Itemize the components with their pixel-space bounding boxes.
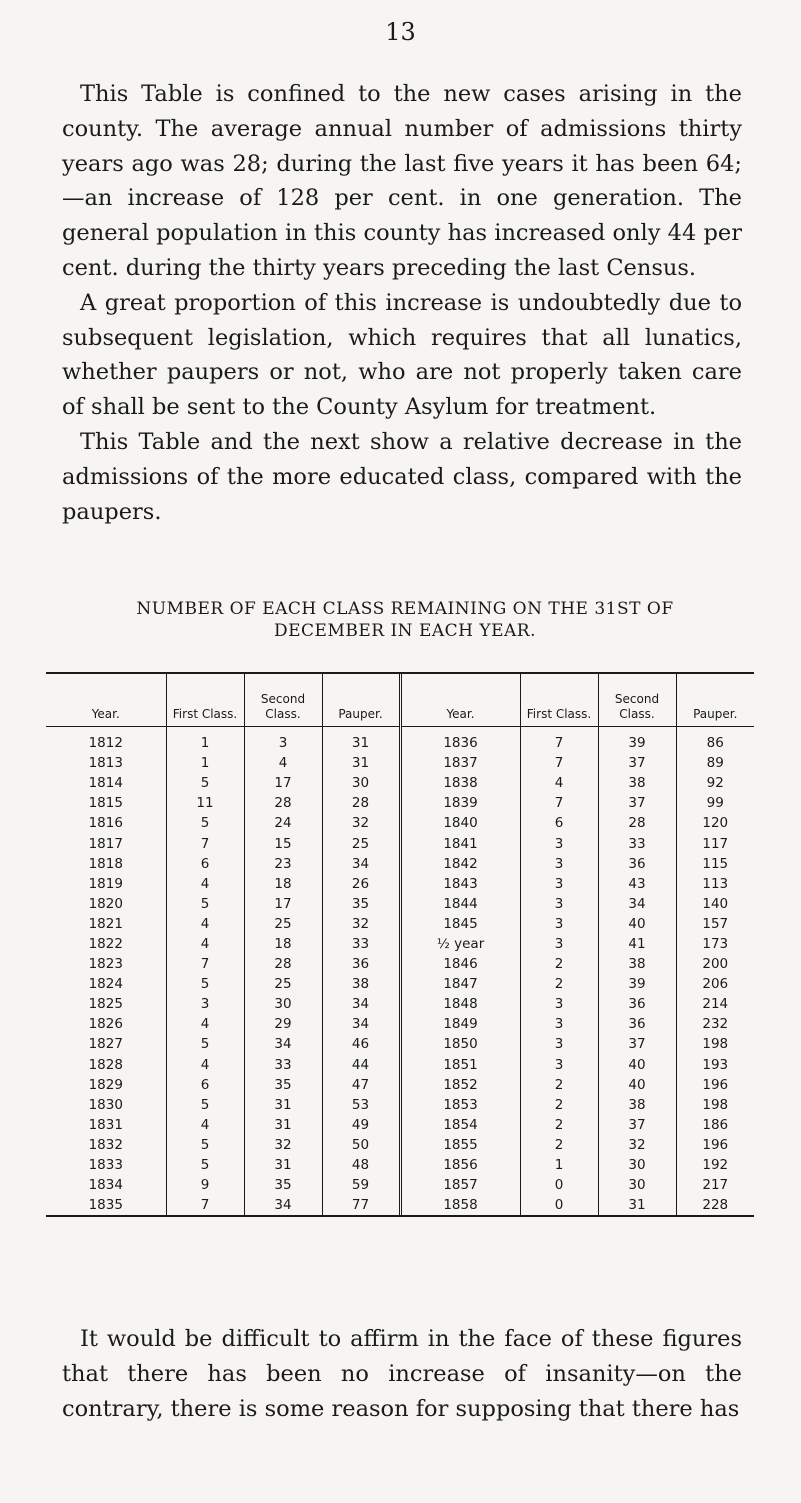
table-cell: 2 xyxy=(520,954,598,974)
paragraph: It would be difficult to affirm in the face of these figures that there has been no increase of insanity—on the contrary, there is some reason for supposing that there has xyxy=(62,1326,742,1422)
table-cell: 232 xyxy=(676,1014,754,1034)
table-cell: 1847 xyxy=(400,974,520,994)
table-cell: 7 xyxy=(166,1195,244,1215)
table-cell: 1844 xyxy=(400,894,520,914)
table-cell: 5 xyxy=(166,813,244,833)
table-row xyxy=(46,1175,754,1195)
admissions-table-wrapper xyxy=(46,672,754,1217)
table-cell: 32 xyxy=(322,813,400,833)
table-cell: 50 xyxy=(322,1135,400,1155)
table-cell: 1841 xyxy=(400,833,520,853)
table-cell: 2 xyxy=(520,1075,598,1095)
table-row xyxy=(46,1155,754,1175)
table-cell: 25 xyxy=(244,974,322,994)
table-cell: 32 xyxy=(598,1135,676,1155)
table-cell: 3 xyxy=(520,934,598,954)
table-cell: 1845 xyxy=(400,914,520,934)
table-row xyxy=(46,773,754,793)
page-number: 13 xyxy=(385,18,416,46)
table-cell: 6 xyxy=(166,1075,244,1095)
table-cell: 1838 xyxy=(400,773,520,793)
table-cell: 36 xyxy=(598,854,676,874)
table-cell: 39 xyxy=(598,727,676,754)
table-cell: 2 xyxy=(520,1095,598,1115)
table-cell: 1849 xyxy=(400,1014,520,1034)
table-cell: 3 xyxy=(520,894,598,914)
table-cell: 18 xyxy=(244,874,322,894)
table-cell: 1829 xyxy=(88,1076,123,1093)
table-cell: 38 xyxy=(598,1095,676,1115)
table-cell: 32 xyxy=(244,1135,322,1155)
table-cell: 3 xyxy=(520,914,598,934)
table-cell: 120 xyxy=(676,813,754,833)
table-cell: 7 xyxy=(166,833,244,853)
table-cell: 3 xyxy=(244,727,322,754)
table-cell: 30 xyxy=(322,773,400,793)
table-cell: 1835 xyxy=(88,1197,123,1214)
table-cell: 5 xyxy=(166,894,244,914)
table-cell: 92 xyxy=(676,773,754,793)
table-row xyxy=(46,833,754,853)
table-cell: 117 xyxy=(676,833,754,853)
table-cell: 28 xyxy=(244,793,322,813)
table-cell: 1839 xyxy=(400,793,520,813)
table-cell: 3 xyxy=(520,1034,598,1054)
table-cell: 33 xyxy=(244,1055,322,1075)
table-row xyxy=(46,1195,754,1215)
intro-text xyxy=(62,77,742,529)
table-cell: 34 xyxy=(244,1195,322,1215)
table-cell: 31 xyxy=(598,1195,676,1215)
table-cell: 1836 xyxy=(400,727,520,754)
paragraph: This Table is confined to the new cases arising in the county. The average annual number of admissions thirty years ago was 28; during the last five years it has been 64;—an increase of 128 per cent. in one generation. The general population in this county has increased only 44 per cent. during the thirty years preceding the last Census. xyxy=(62,81,742,281)
table-cell: 4 xyxy=(244,753,322,773)
table-cell: 196 xyxy=(676,1075,754,1095)
table-cell: 5 xyxy=(166,1034,244,1054)
table-row xyxy=(46,1115,754,1135)
table-cell: 1855 xyxy=(400,1135,520,1155)
table-cell: 115 xyxy=(676,854,754,874)
table-cell: 30 xyxy=(598,1175,676,1195)
table-cell: 1856 xyxy=(400,1155,520,1175)
table-cell: 6 xyxy=(166,854,244,874)
table-cell: 140 xyxy=(676,894,754,914)
table-header-row xyxy=(46,674,754,727)
table-title-line: DECEMBER IN EACH YEAR. xyxy=(274,621,536,641)
table-cell: 59 xyxy=(322,1175,400,1195)
table-cell: 3 xyxy=(520,1055,598,1075)
table-row xyxy=(46,793,754,813)
table-cell: 1853 xyxy=(400,1095,520,1115)
table-cell: 37 xyxy=(598,1115,676,1135)
table-cell: 1833 xyxy=(88,1157,123,1174)
table-cell: 192 xyxy=(676,1155,754,1175)
table-cell: 34 xyxy=(322,1014,400,1034)
table-cell: 99 xyxy=(676,793,754,813)
table-cell: 46 xyxy=(322,1034,400,1054)
table-cell: 31 xyxy=(244,1155,322,1175)
column-header: Second Class. xyxy=(598,674,676,727)
table-cell: 228 xyxy=(676,1195,754,1215)
table-cell: 1840 xyxy=(400,813,520,833)
table-cell: 77 xyxy=(322,1195,400,1215)
table-cell: 1848 xyxy=(400,994,520,1014)
table-cell: 31 xyxy=(322,753,400,773)
table-cell: 1818 xyxy=(88,855,123,872)
table-cell: 4 xyxy=(166,1014,244,1034)
table-row xyxy=(46,1014,754,1034)
table-cell: 1850 xyxy=(400,1034,520,1054)
table-cell: 7 xyxy=(166,954,244,974)
admissions-table xyxy=(46,674,754,1215)
table-cell: 44 xyxy=(322,1055,400,1075)
table-cell: 86 xyxy=(676,727,754,754)
table-cell: 43 xyxy=(598,874,676,894)
table-cell: 1832 xyxy=(88,1136,123,1153)
table-cell: 3 xyxy=(520,994,598,1014)
table-cell: 36 xyxy=(598,994,676,1014)
table-row xyxy=(46,954,754,974)
table-cell: 47 xyxy=(322,1075,400,1095)
table-cell: 1857 xyxy=(400,1175,520,1195)
table-cell: 35 xyxy=(322,894,400,914)
table-cell: 1842 xyxy=(400,854,520,874)
table-cell: 1812 xyxy=(88,735,123,752)
paragraph: A great proportion of this increase is undoubtedly due to subsequent legislation, which requires that all lunatics, whether paupers or not, who are not properly taken care of shall be sent to the County Asylum for treatment. xyxy=(62,289,742,421)
table-cell: 3 xyxy=(520,833,598,853)
table-cell: 34 xyxy=(322,994,400,1014)
table-cell: 6 xyxy=(520,813,598,833)
table-cell: 5 xyxy=(166,1155,244,1175)
table-cell: 2 xyxy=(520,974,598,994)
table-cell: 9 xyxy=(166,1175,244,1195)
table-row xyxy=(46,914,754,934)
table-cell: 2 xyxy=(520,1115,598,1135)
table-cell: 0 xyxy=(520,1175,598,1195)
table-cell: 3 xyxy=(166,994,244,1014)
table-cell: 39 xyxy=(598,974,676,994)
table-cell: 1820 xyxy=(88,895,123,912)
table-cell: 1824 xyxy=(88,976,123,993)
table-cell: 1854 xyxy=(400,1115,520,1135)
table-cell: 37 xyxy=(598,753,676,773)
table-cell: 5 xyxy=(166,773,244,793)
table-cell: 5 xyxy=(166,974,244,994)
table-cell: 5 xyxy=(166,1095,244,1115)
column-header: First Class. xyxy=(520,674,598,727)
table-cell: 1816 xyxy=(88,815,123,832)
table-cell: 28 xyxy=(322,793,400,813)
table-row xyxy=(46,994,754,1014)
table-cell: 24 xyxy=(244,813,322,833)
table-cell: 193 xyxy=(676,1055,754,1075)
table-title xyxy=(60,598,750,642)
table-cell: 1821 xyxy=(88,915,123,932)
table-cell: 23 xyxy=(244,854,322,874)
table-cell: 217 xyxy=(676,1175,754,1195)
table-row xyxy=(46,1055,754,1075)
table-cell: 31 xyxy=(244,1115,322,1135)
table-cell: 1 xyxy=(520,1155,598,1175)
table-cell: 33 xyxy=(598,833,676,853)
table-cell: 200 xyxy=(676,954,754,974)
table-cell: 1813 xyxy=(88,755,123,772)
table-cell: 4 xyxy=(166,934,244,954)
table-cell: 37 xyxy=(598,1034,676,1054)
table-body xyxy=(46,727,754,1216)
table-cell: 11 xyxy=(166,793,244,813)
table-cell: 37 xyxy=(598,793,676,813)
table-cell: 3 xyxy=(520,874,598,894)
table-cell: 31 xyxy=(244,1095,322,1115)
table-row xyxy=(46,934,754,954)
table-cell: 4 xyxy=(166,874,244,894)
table-cell: 28 xyxy=(244,954,322,974)
table-cell: 4 xyxy=(166,914,244,934)
column-header: Pauper. xyxy=(322,674,400,727)
table-cell: 1831 xyxy=(88,1116,123,1133)
column-header: Year. xyxy=(400,674,520,727)
table-row xyxy=(46,974,754,994)
table-cell: 157 xyxy=(676,914,754,934)
table-cell: 1814 xyxy=(88,775,123,792)
table-cell: 7 xyxy=(520,793,598,813)
column-header: Year. xyxy=(46,674,166,727)
table-cell: 1817 xyxy=(88,835,123,852)
table-cell: 1 xyxy=(166,727,244,754)
table-cell: 32 xyxy=(322,914,400,934)
column-header: First Class. xyxy=(166,674,244,727)
table-cell: 186 xyxy=(676,1115,754,1135)
table-cell: 113 xyxy=(676,874,754,894)
table-cell: 206 xyxy=(676,974,754,994)
table-cell: 1834 xyxy=(88,1177,123,1194)
table-cell: 40 xyxy=(598,1055,676,1075)
table-cell: 4 xyxy=(166,1115,244,1135)
table-cell: 25 xyxy=(322,833,400,853)
table-cell: 1822 xyxy=(88,935,123,952)
table-cell: 17 xyxy=(244,773,322,793)
table-cell: ½ year xyxy=(400,934,520,954)
table-cell: 53 xyxy=(322,1095,400,1115)
table-cell: 214 xyxy=(676,994,754,1014)
table-cell: 1827 xyxy=(88,1036,123,1053)
table-title-line: NUMBER OF EACH CLASS REMAINING ON THE 31ST OF xyxy=(136,599,674,619)
table-cell: 40 xyxy=(598,914,676,934)
table-cell: 38 xyxy=(598,773,676,793)
table-cell: 2 xyxy=(520,1135,598,1155)
table-cell: 33 xyxy=(322,934,400,954)
table-cell: 35 xyxy=(244,1175,322,1195)
table-cell: 15 xyxy=(244,833,322,853)
column-header: Pauper. xyxy=(676,674,754,727)
table-cell: 38 xyxy=(598,954,676,974)
table-cell: 198 xyxy=(676,1095,754,1115)
table-cell: 1830 xyxy=(88,1096,123,1113)
table-row xyxy=(46,727,754,754)
table-cell: 41 xyxy=(598,934,676,954)
table-cell: 34 xyxy=(598,894,676,914)
table-cell: 18 xyxy=(244,934,322,954)
table-cell: 36 xyxy=(322,954,400,974)
table-cell: 3 xyxy=(520,854,598,874)
table-cell: 1846 xyxy=(400,954,520,974)
table-cell: 29 xyxy=(244,1014,322,1034)
table-cell: 26 xyxy=(322,874,400,894)
table-cell: 7 xyxy=(520,727,598,754)
table-row xyxy=(46,1034,754,1054)
table-cell: 1825 xyxy=(88,996,123,1013)
table-row xyxy=(46,813,754,833)
table-cell: 34 xyxy=(244,1034,322,1054)
table-cell: 31 xyxy=(322,727,400,754)
table-cell: 38 xyxy=(322,974,400,994)
table-cell: 173 xyxy=(676,934,754,954)
table-cell: 5 xyxy=(166,1135,244,1155)
column-header: Second Class. xyxy=(244,674,322,727)
table-cell: 196 xyxy=(676,1135,754,1155)
table-cell: 36 xyxy=(598,1014,676,1034)
outro-text xyxy=(62,1322,742,1426)
table-cell: 1837 xyxy=(400,753,520,773)
table-cell: 34 xyxy=(322,854,400,874)
table-row xyxy=(46,874,754,894)
table-row xyxy=(46,894,754,914)
table-row xyxy=(46,1075,754,1095)
table-cell: 48 xyxy=(322,1155,400,1175)
table-cell: 4 xyxy=(166,1055,244,1075)
table-cell: 49 xyxy=(322,1115,400,1135)
table-cell: 1819 xyxy=(88,875,123,892)
table-cell: 4 xyxy=(520,773,598,793)
table-row xyxy=(46,753,754,773)
table-cell: 1851 xyxy=(400,1055,520,1075)
table-cell: 28 xyxy=(598,813,676,833)
table-cell: 30 xyxy=(244,994,322,1014)
paragraph: This Table and the next show a relative decrease in the admissions of the more educated class, compared with the paupers. xyxy=(62,428,742,525)
table-cell: 1852 xyxy=(400,1075,520,1095)
table-cell: 89 xyxy=(676,753,754,773)
table-row xyxy=(46,854,754,874)
table-cell: 40 xyxy=(598,1075,676,1095)
table-cell: 25 xyxy=(244,914,322,934)
table-cell: 1828 xyxy=(88,1056,123,1073)
table-cell: 17 xyxy=(244,894,322,914)
table-cell: 0 xyxy=(520,1195,598,1215)
table-cell: 1 xyxy=(166,753,244,773)
table-cell: 1826 xyxy=(88,1016,123,1033)
table-cell: 1823 xyxy=(88,956,123,973)
table-row xyxy=(46,1095,754,1115)
table-cell: 35 xyxy=(244,1075,322,1095)
table-cell: 1858 xyxy=(400,1195,520,1215)
table-cell: 1815 xyxy=(88,795,123,812)
table-cell: 3 xyxy=(520,1014,598,1034)
table-cell: 1843 xyxy=(400,874,520,894)
table-row xyxy=(46,1135,754,1155)
table-cell: 30 xyxy=(598,1155,676,1175)
table-cell: 7 xyxy=(520,753,598,773)
table-cell: 198 xyxy=(676,1034,754,1054)
